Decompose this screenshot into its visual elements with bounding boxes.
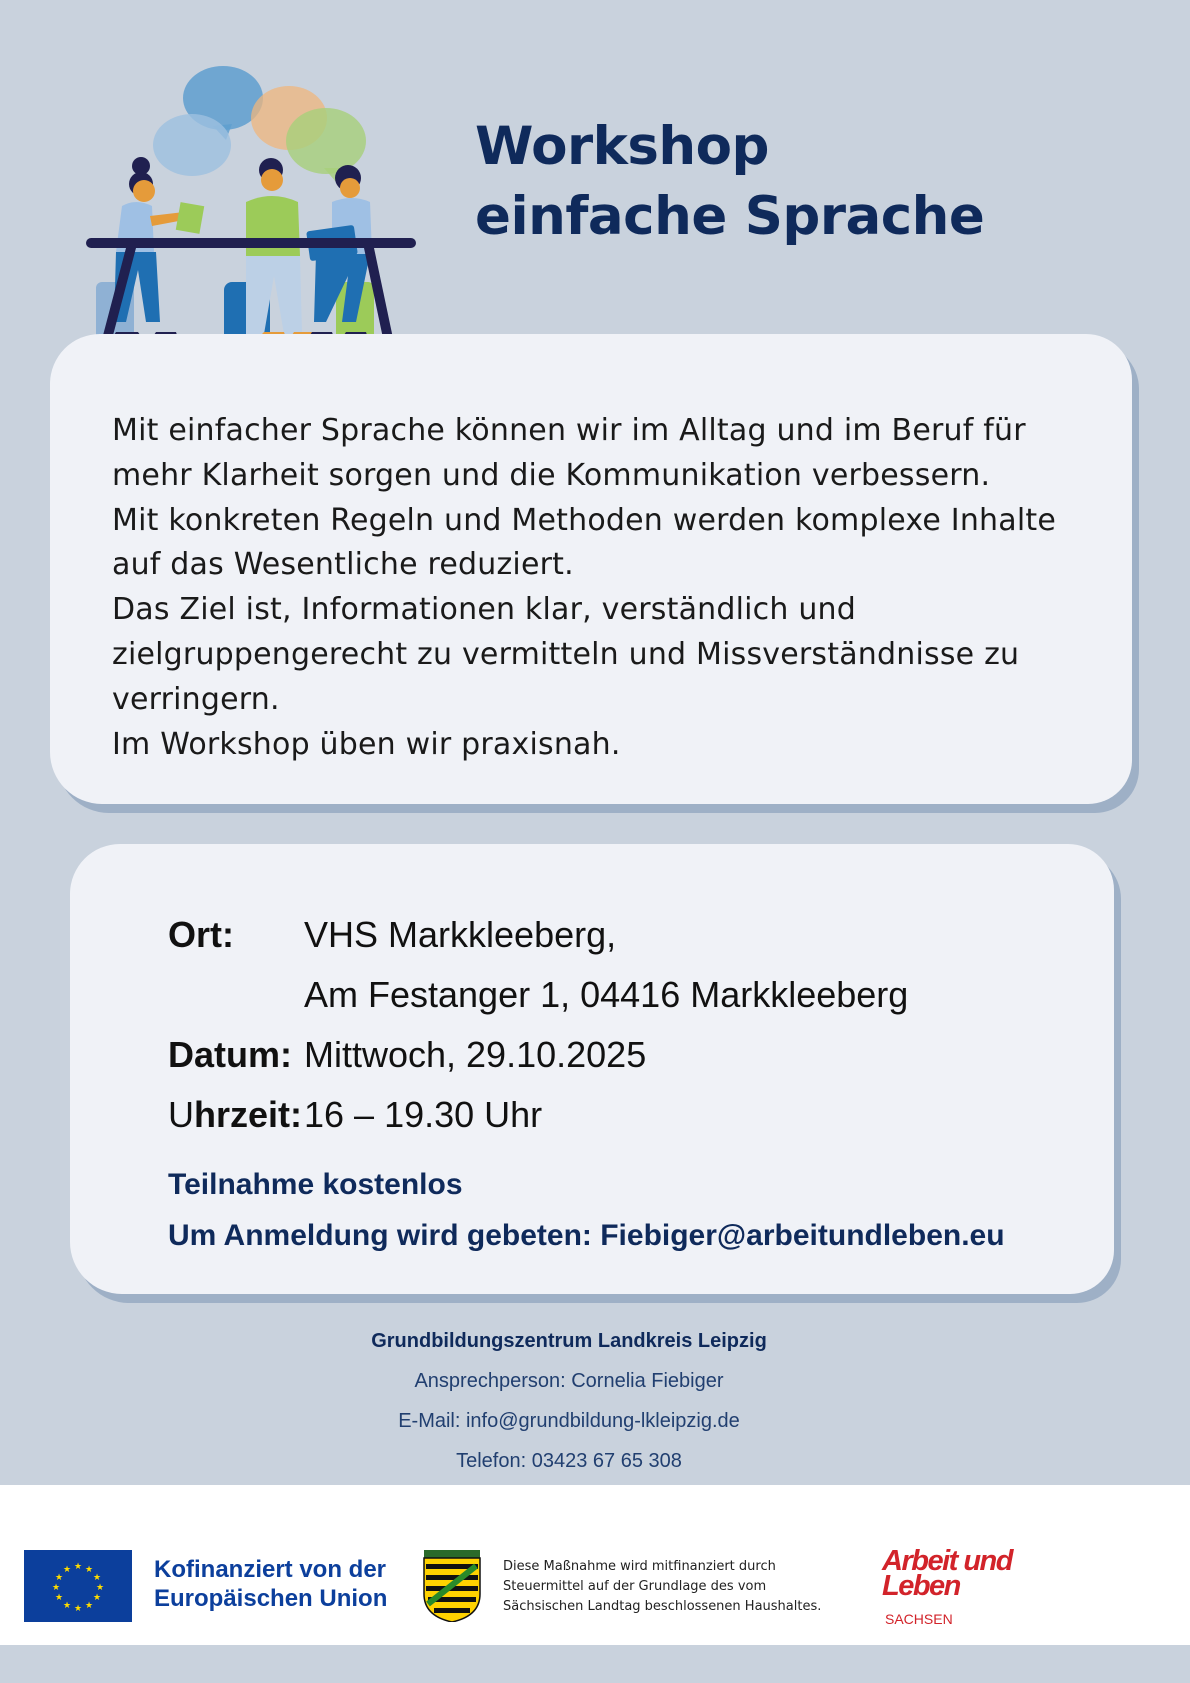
uhrzeit-label: Uhrzeit: [168,1094,302,1135]
svg-text:★: ★ [54,1593,64,1603]
uhrzeit-row [168,1085,908,1145]
intro-paragraph: Im Workshop üben wir praxisnah. [112,726,621,762]
registration-note: Um Anmeldung wird gebeten: Fiebiger@arbeitundleben.eu [168,1219,1005,1252]
arbeit-und-leben-region: SACHSEN [885,1611,953,1627]
svg-text:★: ★ [73,1604,83,1614]
funding-statement: Diese Maßnahme wird mitfinanziert durch Steuermittel auf der Grundlage des vom Sächsischen Landtag beschlossenen Haushaltes. [503,1559,822,1614]
page-title [475,112,984,252]
datum-row [168,1025,908,1085]
ort-label: Ort: [168,914,234,955]
funding-footer [0,1485,1190,1645]
saxony-coat-of-arms-icon [422,1550,482,1622]
contact-person: Ansprechperson: Cornelia Fiebiger [414,1370,724,1392]
svg-text:★: ★ [84,1565,94,1575]
svg-text:★: ★ [51,1583,61,1593]
contact-email: E-Mail: info@grundbildung-lkleipzig.de [398,1410,740,1432]
contact-phone: Telefon: 03423 67 65 308 [456,1450,682,1472]
uhrzeit-value: 16 – 19.30 Uhr [304,1094,543,1135]
svg-text:★: ★ [95,1583,105,1593]
participation-note: Teilnahme kostenlos [168,1168,463,1201]
eu-cofunding-text: Kofinanziert von der Europäischen Union [154,1556,388,1612]
svg-text:★: ★ [92,1573,102,1583]
svg-text:★: ★ [62,1601,72,1611]
svg-text:★: ★ [73,1562,83,1572]
arbeit-und-leben-logo: Arbeit und Leben [882,1545,1012,1602]
ort-value-line1: VHS Markkleeberg, [304,914,617,955]
svg-text:★: ★ [62,1565,72,1575]
datum-label: Datum: [168,1034,292,1075]
svg-text:★: ★ [92,1593,102,1603]
contact-organization: Grundbildungszentrum Landkreis Leipzig [371,1330,767,1352]
ort-value-line2: Am Festanger 1, 04416 Markkleeberg [304,974,909,1015]
eu-flag-icon [24,1550,132,1622]
workshop-people-illustration [86,66,426,362]
event-details [168,905,908,1145]
ort-row [168,905,908,965]
svg-text:★: ★ [54,1573,64,1583]
ort-row-2 [168,965,908,1025]
intro-paragraph: Mit einfacher Sprache können wir im Alltag und im Beruf für mehr Klarheit sorgen und die Kommunikation verbessern. [112,413,1026,493]
datum-value: Mittwoch, 29.10.2025 [304,1034,647,1075]
intro-paragraph: Das Ziel ist, Informationen klar, verständlich und zielgruppengerecht zu vermitteln und Missverständnisse zu verringern. [112,592,1020,717]
svg-text:★: ★ [84,1601,94,1611]
intro-text [112,409,1112,767]
intro-paragraph: Mit konkreten Regeln und Methoden werden komplexe Inhalte auf das Wesentliche reduziert. [112,502,1057,583]
title-line-2: einfache Sprache [475,186,985,247]
title-line-1: Workshop [475,116,769,177]
